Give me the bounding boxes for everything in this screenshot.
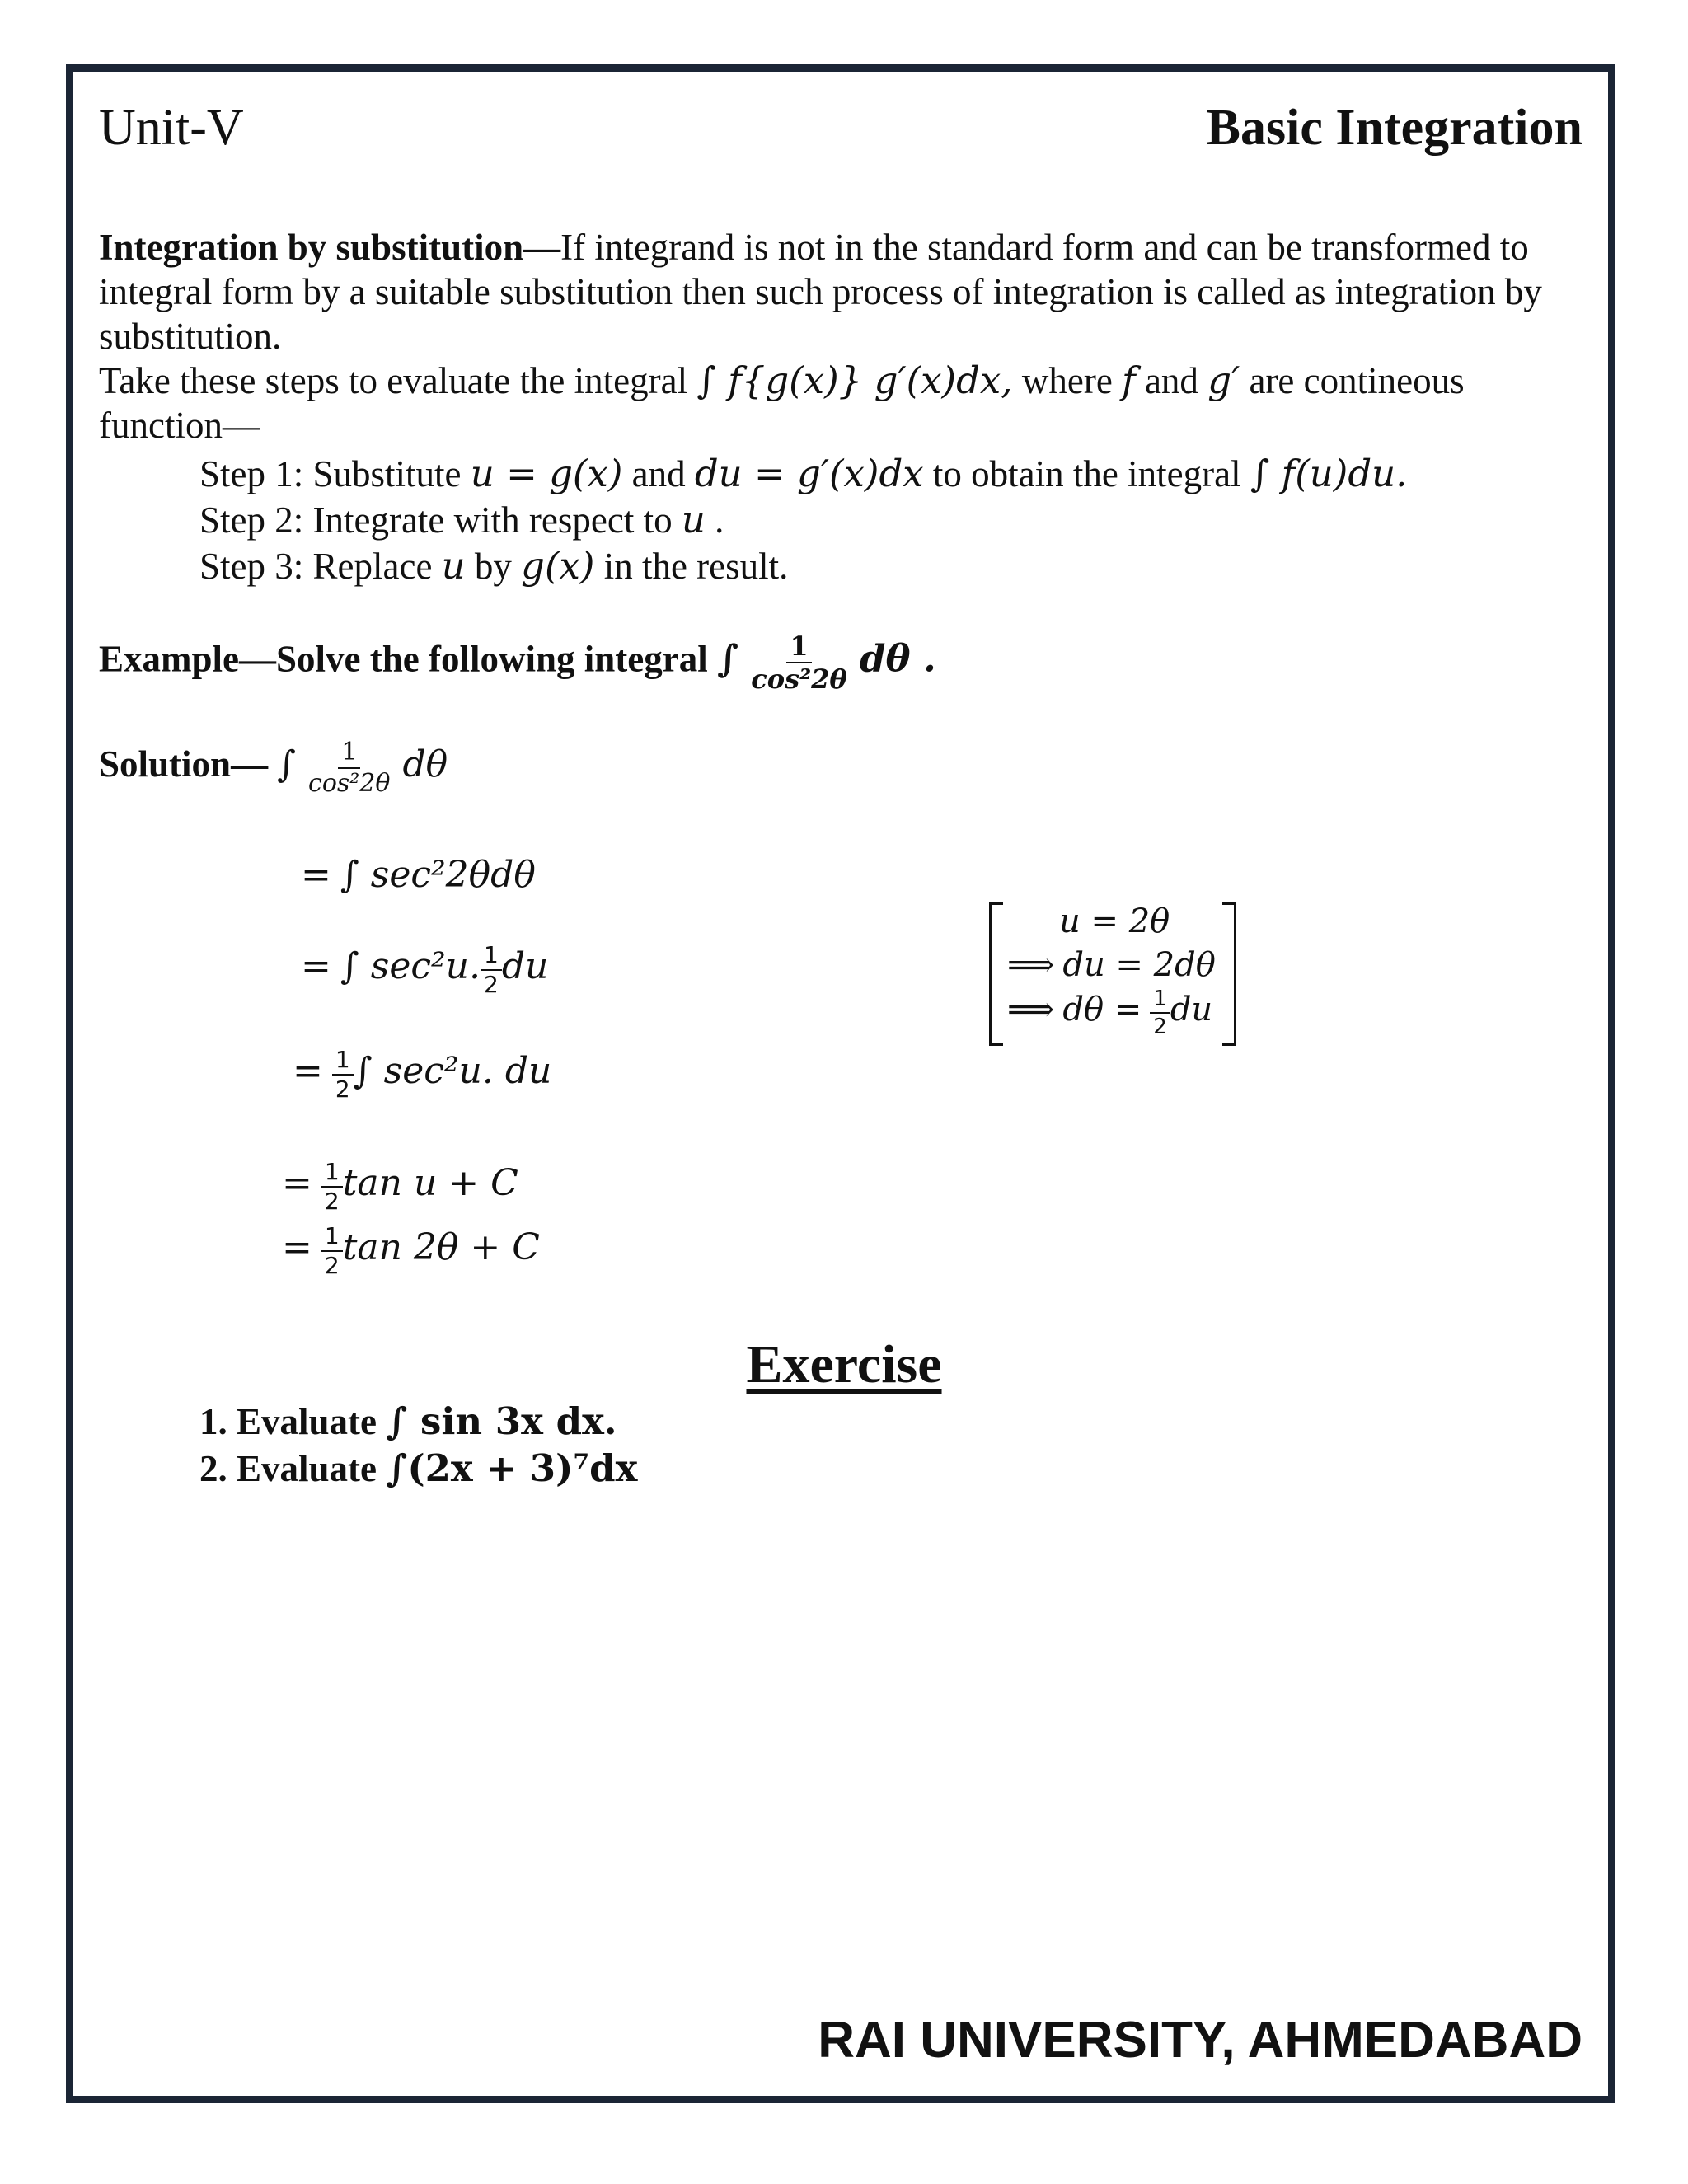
steps-intro-a: Take these steps to evaluate the integral — [99, 360, 688, 401]
intro-definition: If integrand is not in the standard form and can be transformed to integral form by a suitable substitution then such process of integration is called as integration by substitution. — [99, 227, 1542, 357]
bracket-right — [1222, 902, 1236, 1046]
solution-first-line: Solution— ∫ $\frac{1}{\text{cos²2θ}}$ dθ — [99, 738, 448, 798]
step-1: Step 1: Substitute u = g(x) and du = g′(x)dx to obtain the integral ∫ f(u)du. — [199, 452, 1408, 495]
sub-row-2: ⟹ du = 2dθ — [1007, 946, 1216, 984]
steps-intro-b: where — [1021, 360, 1113, 401]
steps-intro-f: f — [1122, 359, 1136, 402]
solution-label: Solution— — [99, 743, 269, 785]
steps-intro-and: and — [1144, 360, 1198, 401]
intro-paragraph — [99, 225, 1595, 448]
solution-line-4: = $\frac{1}{2}$ tan u + C — [282, 1158, 518, 1215]
step-3: Step 3: Replace u by g(x) in the result. — [199, 544, 789, 588]
solution-line-2: = ∫ sec²u. $\frac{1}{2}$ du — [301, 941, 549, 998]
solution-line-3: = $\frac{1}{2}$ ∫ sec²u. du — [293, 1046, 552, 1103]
steps-intro-integral: ∫ f{g(x)} g′(x)dx, — [696, 359, 1013, 402]
bracket-left — [989, 902, 1003, 1046]
exercise-heading: Exercise — [746, 1334, 942, 1394]
page-title: Basic Integration — [1206, 100, 1582, 156]
unit-label: Unit-V — [99, 100, 244, 156]
steps-intro-c: are contineous function— — [99, 360, 1465, 446]
solution-line-1: = ∫ sec²2θdθ — [301, 854, 536, 896]
sub-row-1: u = 2θ — [1059, 902, 1170, 940]
solution-line-5: = $\frac{1}{2}$ tan 2θ + C — [282, 1222, 540, 1279]
example-heading: Example—Solve the following integral ∫ $\frac{1}{\text{cos²2θ}}$ dθ . — [99, 630, 936, 695]
example-fraction: $\frac{1}{\text{cos²2θ}}$ — [751, 630, 847, 695]
exercise-item-2: 2. Evaluate ∫(2x + 3)⁷dx — [199, 1446, 638, 1490]
intro-term: Integration by substitution— — [99, 227, 561, 268]
institution-footer: RAI UNIVERSITY, AHMEDABAD — [818, 2012, 1582, 2069]
sub-row-3: ⟹ dθ = $\frac{1}{2}$ du — [1007, 987, 1213, 1039]
exercise-item-1: 1. Evaluate ∫ sin 3x dx. — [199, 1399, 617, 1443]
steps-intro-g: g′ — [1207, 359, 1240, 402]
step-2: Step 2: Integrate with respect to u . — [199, 498, 724, 541]
substitution-bracket — [989, 902, 1236, 1043]
